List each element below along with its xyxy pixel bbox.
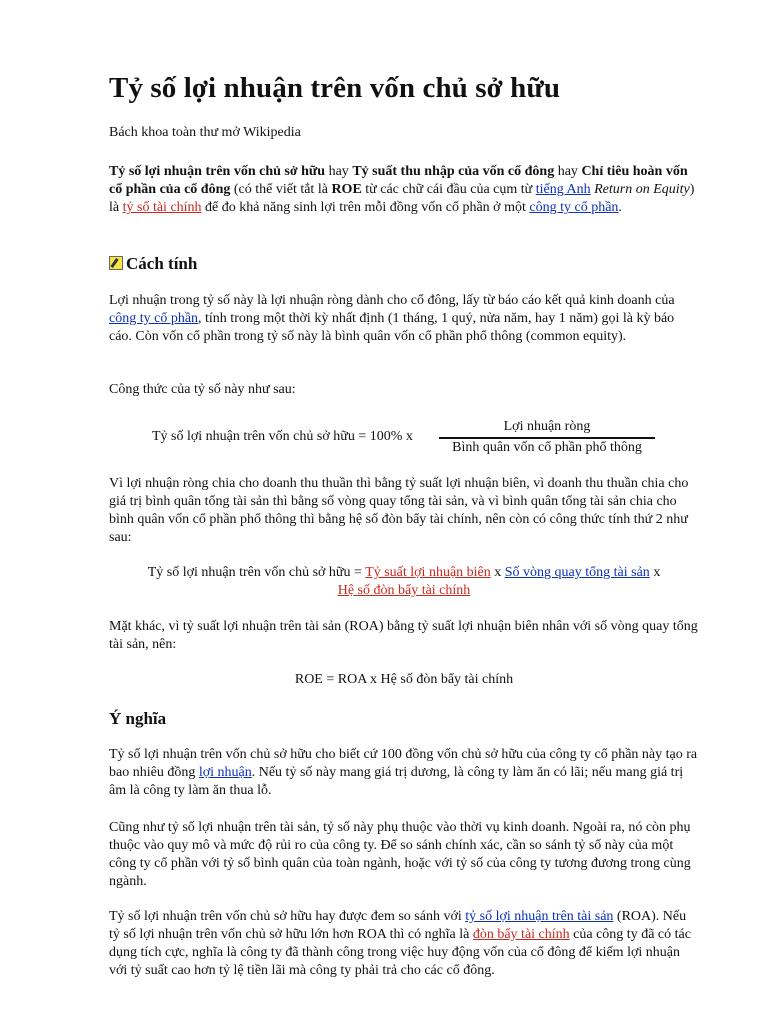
intro-bold-1: Tỷ số lợi nhuận trên vốn chủ sở hữu bbox=[109, 164, 326, 179]
intro-text: . bbox=[618, 200, 622, 215]
cach-tinh-paragraph-2: Công thức của tỷ số này như sau: bbox=[109, 382, 296, 397]
formula-2-operator: x bbox=[490, 565, 505, 580]
paragraph-text: Tỷ số lợi nhuận trên vốn chủ sở hữu hay được đem so sánh với bbox=[109, 909, 466, 924]
formula-1-numerator: Lợi nhuận ròng bbox=[503, 419, 591, 434]
cach-tinh-paragraph-4: Mặt khác, vì tỷ suất lợi nhuận trên tài sản (ROA) bằng tỷ suất lợi nhuận biên nhân với số vòng quay tổng tài sản, nên: bbox=[109, 619, 698, 652]
link-loi-nhuan[interactable]: lợi nhuận bbox=[198, 765, 252, 780]
page-subtitle: Bách khoa toàn thư mở Wikipedia bbox=[109, 125, 301, 140]
intro-bold-3: Chỉ tiêu hoàn vốn cổ phần của cổ đông bbox=[109, 164, 688, 197]
page-title: Tỷ số lợi nhuận trên vốn chủ sở hữu bbox=[109, 72, 561, 104]
paragraph-text: , tính trong một thời kỳ nhất định (1 tháng, 1 quý, nửa năm, hay 1 năm) gọi là kỳ báo cáo. Còn vốn cổ phần trong tỷ số này là bình quân vốn cổ phần phổ thông (common equity). bbox=[109, 311, 675, 344]
formula-2-operator: x bbox=[649, 565, 661, 580]
intro-paragraph bbox=[109, 163, 699, 217]
link-he-so-don-bay-tai-chinh[interactable]: Hệ số đòn bẩy tài chính bbox=[337, 583, 471, 598]
y-nghia-paragraph-3 bbox=[109, 908, 699, 980]
link-don-bay-tai-chinh[interactable]: đòn bẩy tài chính bbox=[472, 927, 570, 942]
link-tieng-anh[interactable]: tiếng Anh bbox=[535, 182, 591, 197]
y-nghia-paragraph-1 bbox=[109, 746, 699, 800]
paragraph-text: của công ty đã có tác dụng tích cực, nghĩa là công ty đã thành công trong việc huy động vốn của cổ đông để kiếm lợi nhuận với tỷ suất cao hơn tỷ lệ tiền lãi mà công ty phải trả cho các cổ đông. bbox=[109, 927, 691, 978]
formula-1-denominator: Bình quân vốn cổ phần phổ thông bbox=[452, 440, 642, 455]
intro-italic: Return on Equity bbox=[594, 182, 690, 197]
intro-text: hay bbox=[554, 164, 582, 179]
paragraph-text: Tỷ số lợi nhuận trên vốn chủ sở hữu cho biết cứ 100 đồng vốn chủ sở hữu của công ty cổ phần này tạo ra bao nhiêu đồng bbox=[109, 747, 698, 780]
intro-text: hay bbox=[325, 164, 353, 179]
formula-1 bbox=[152, 419, 672, 459]
edit-icon[interactable] bbox=[109, 256, 123, 270]
formula-1-fraction bbox=[439, 419, 655, 456]
formula-3: ROE = ROA x Hệ số đòn bẩy tài chính bbox=[294, 672, 514, 687]
section-heading-cach-tinh bbox=[109, 254, 197, 274]
link-so-vong-quay-tong-tai-san[interactable]: Số vòng quay tổng tài sản bbox=[504, 565, 650, 580]
y-nghia-paragraph-2: Cũng như tỷ số lợi nhuận trên tài sản, tỷ số này phụ thuộc vào thời vụ kinh doanh. Ngoài ra, nó còn phụ thuộc vào quy mô và mức độ rủi ro của công ty. Để so sánh chính xác, cần so sánh tỷ số này của một công ty cổ phần với tỷ số bình quân của toàn ngành, hoặc với tỷ số của công ty tương đương trong cùng ngành. bbox=[109, 820, 691, 889]
link-ty-suat-loi-nhuan-bien[interactable]: Tỷ suất lợi nhuận biên bbox=[365, 565, 491, 580]
intro-bold-2: Tỷ suất thu nhập của vốn cổ đông bbox=[352, 164, 555, 179]
link-ty-so-tai-chinh[interactable]: tỷ số tài chính bbox=[122, 200, 202, 215]
formula-2 bbox=[109, 564, 699, 600]
intro-text: ) là bbox=[109, 182, 695, 215]
paragraph-text: (ROA). Nếu tỷ số lợi nhuận trên vốn chủ sở hữu lớn hơn ROA thì có nghĩa là bbox=[109, 909, 687, 942]
formula-2-lhs: Tỷ số lợi nhuận trên vốn chủ sở hữu = bbox=[147, 565, 366, 580]
formula-1-lhs: Tỷ số lợi nhuận trên vốn chủ sở hữu = 100% x bbox=[152, 429, 413, 444]
paragraph-text: . Nếu tỷ số này mang giá trị dương, là công ty làm ăn có lãi; nếu mang giá trị âm là công ty làm ăn thua lỗ. bbox=[109, 765, 684, 798]
cach-tinh-paragraph-3: Vì lợi nhuận ròng chia cho doanh thu thuần thì bằng tỷ suất lợi nhuận biên, vì doanh thu thuần chia cho giá trị bình quân tổng tài sản thì bằng số vòng quay tổng tài sản, và vì bình quân tổng tài sản chia cho bình quân vốn cổ phần phổ thông thì bằng hệ số đòn bẩy tài chính, nên còn có công thức tính thứ 2 như sau: bbox=[109, 476, 689, 545]
intro-bold-4: ROE bbox=[331, 182, 362, 197]
link-ty-so-loi-nhuan-tren-tai-san[interactable]: tỷ số lợi nhuận trên tài sản bbox=[465, 909, 614, 924]
intro-text: (có thể viết tắt là bbox=[230, 182, 332, 197]
intro-text: để đo khả năng sinh lợi trên mỗi đồng vốn cổ phần ở một bbox=[201, 200, 530, 215]
link-cong-ty-co-phan[interactable]: công ty cổ phần bbox=[529, 200, 619, 215]
cach-tinh-paragraph-1 bbox=[109, 292, 699, 346]
section-heading-y-nghia: Ý nghĩa bbox=[109, 709, 167, 728]
section-heading-label: Cách tính bbox=[126, 254, 198, 273]
link-cong-ty-co-phan-2[interactable]: công ty cổ phần bbox=[109, 311, 199, 326]
paragraph-text: Lợi nhuận trong tỷ số này là lợi nhuận ròng dành cho cổ đông, lấy từ báo cáo kết quả kinh doanh của bbox=[109, 293, 675, 308]
intro-text: từ các chữ cái đầu của cụm từ bbox=[361, 182, 536, 197]
